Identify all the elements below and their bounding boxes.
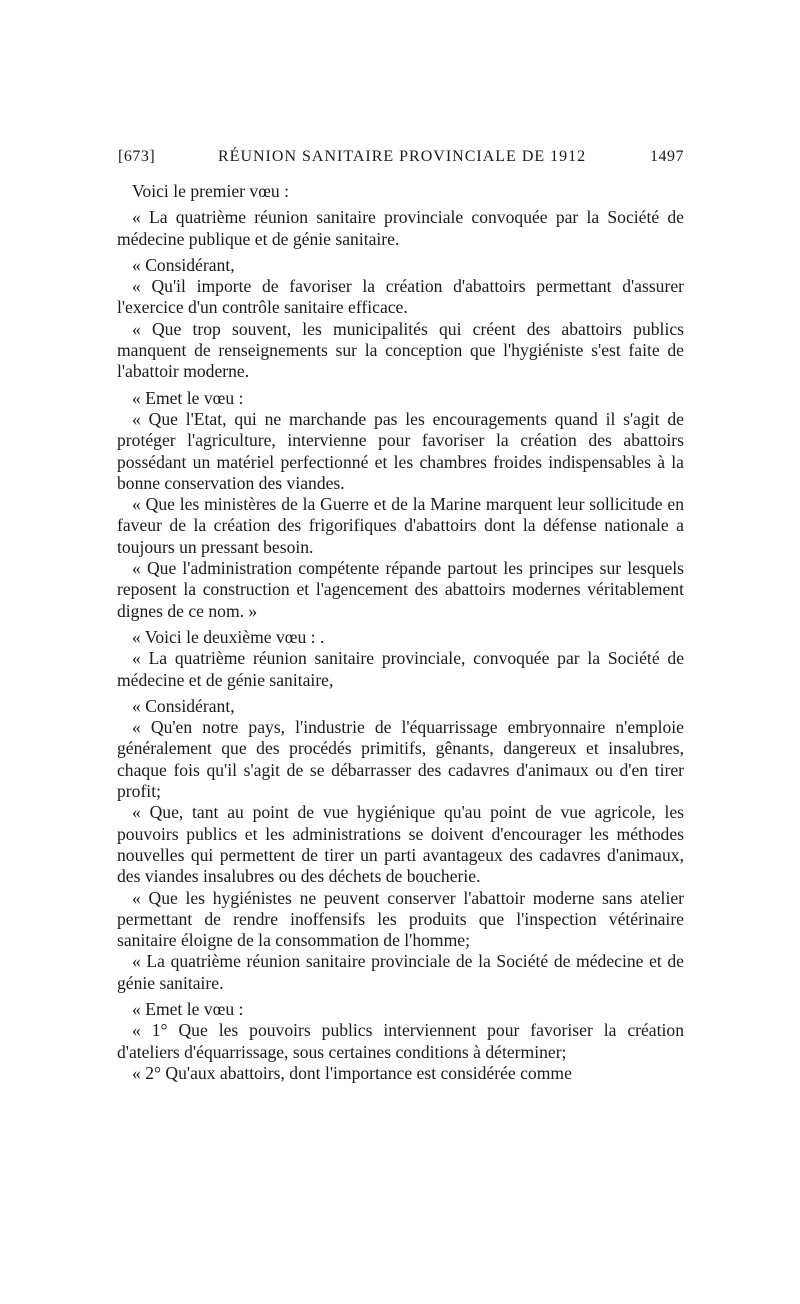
body-text (117, 181, 684, 1084)
paragraph: Voici le premier vœu : (132, 181, 290, 201)
paragraph: « Qu'en notre pays, l'industrie de l'équarrissage embryonnaire n'emploie généralement que des procédés primitifs, gênants, dangereux et insalubres, chaque fois qu'il s'agit de se débarrasser des cadavres d'animaux ou d'en tirer profit; (117, 717, 684, 802)
paragraph: « Que l'administration compétente répande partout les principes sur lesquels reposent la construction et l'agencement des abattoirs modernes véritablement dignes de ce nom. » (117, 558, 684, 621)
paragraph: « Qu'il importe de favoriser la création d'abattoirs permettant d'assurer l'exercice d'un contrôle sanitaire efficace. (117, 276, 684, 318)
running-header (118, 148, 684, 172)
paragraph: « 1° Que les pouvoirs publics interviennent pour favoriser la création d'ateliers d'équarrissage, sous certaines conditions à déterminer; (117, 1020, 684, 1062)
page-number: 1497 (650, 148, 684, 165)
paragraph: « Que, tant au point de vue hygiénique qu'au point de vue agricole, les pouvoirs publics et les administrations se doivent d'encourager les méthodes nouvelles qui permettent de tirer un parti avantageux des cadavres d'animaux, des viandes insalubres ou des déchets de boucherie. (117, 802, 684, 887)
paragraph: « Que l'Etat, qui ne marchande pas les encouragements quand il s'agit de protéger l'agriculture, intervienne pour favoriser la création des abattoirs possédant un matériel perfectionné et les chambres froides indispensables à la bonne conservation des viandes. (117, 408, 684, 493)
paragraph: « Que les ministères de la Guerre et de la Marine marquent leur sollicitude en faveur de la création des frigorifiques d'abattoirs dont la défense nationale a toujours un pressant besoin. (117, 494, 684, 557)
paragraph: « Que les hygiénistes ne peuvent conserver l'abattoir moderne sans atelier permettant de rendre inoffensifs les produits que l'inspection vétérinaire sanitaire éloigne de la consommation de l'homme; (117, 887, 684, 951)
paragraph: « Emet le vœu : (132, 998, 244, 1019)
paragraph: « La quatrième réunion sanitaire provinciale de la Société de médecine et de génie sanitaire. (117, 951, 684, 993)
page-reference: [673] (118, 148, 156, 165)
paragraph: « Emet le vœu : (132, 387, 244, 408)
paragraph: « Considérant, (132, 695, 235, 716)
running-title: RÉUNION SANITAIRE PROVINCIALE DE 1912 (218, 148, 587, 165)
paragraph: « Voici le deuxième vœu : . (132, 626, 325, 647)
paragraph: « 2° Qu'aux abattoirs, dont l'importance est considérée comme (132, 1062, 572, 1083)
paragraph: « Considérant, (132, 254, 235, 275)
paragraph: « La quatrième réunion sanitaire provinciale, convoquée par la Société de médecine et de génie sanitaire, (117, 648, 684, 690)
paragraph: « La quatrième réunion sanitaire provinciale convoquée par la Société de médecine publique et de génie sanitaire. (117, 207, 684, 249)
paragraph: « Que trop souvent, les municipalités qui créent des abattoirs publics manquent de renseignements sur la conception que l'hygiéniste s'est faite de l'abattoir moderne. (117, 318, 684, 382)
